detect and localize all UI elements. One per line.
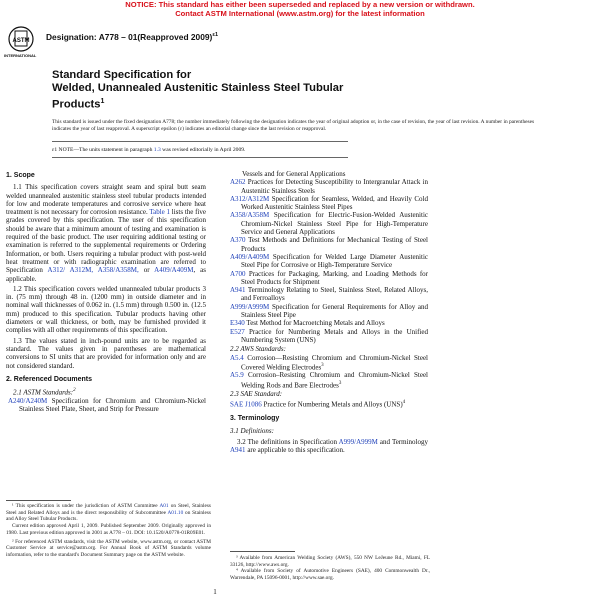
link-a01[interactable]: A01 bbox=[159, 503, 169, 509]
link-a700[interactable]: A700 bbox=[230, 269, 246, 278]
title-line-1: Standard Specification for bbox=[52, 69, 192, 81]
paragraph-1-1: 1.1 This specification covers straight seam and spiral butt seam welded unannealed austenitic stainless steel tubular products intended for low and moderate temperatures and corrosive service where heat treatment is not necessary for corrosion resistance. Table 1 lists the five grades covered by this specification. The user of this specification should be aware that a minimum amount of testing and examination is required of the basic product. The user requiring additional testing or examination is referred to the supplemental requirements or Ordering Information, or both. Users requiring a tubular product with post-weld heat treatment or with radiographic examination are referred to Specification A312/ A312M, A358/A358M, or A409/A409M, as applicable. bbox=[6, 183, 206, 283]
title-line-3: Products$^1$ bbox=[52, 98, 105, 112]
designation-sup: ε1 bbox=[212, 32, 218, 39]
designation bbox=[46, 32, 218, 42]
link-e527[interactable]: E527 bbox=[230, 327, 245, 336]
link-a409-a409m[interactable]: A409/A409M bbox=[230, 252, 270, 261]
footnote-4: ⁴ Available from Society of Automotive Engineers (SAE), 400 Commonwealth Dr., Warrendale, PA 15096-0001, http://www.sae.org. bbox=[230, 568, 430, 582]
svg-text:ASTM: ASTM bbox=[12, 38, 30, 44]
footnotes-left bbox=[6, 503, 211, 559]
logo-text: INTERNATIONAL bbox=[4, 53, 37, 58]
link-sae-j1086[interactable]: SAE J1086 bbox=[230, 400, 262, 408]
footnote-2: ² For referenced ASTM standards, visit the ASTM website, www.astm.org, or contact ASTM Customer Service at service@astm.org. For Annual Book of ASTM Standards volume information, refer to the standard's Document Summary page on the ASTM website. bbox=[6, 538, 211, 558]
scope-heading: 1. Scope bbox=[6, 172, 35, 179]
link-a262[interactable]: A262 bbox=[230, 178, 246, 187]
link-a358-a358m[interactable]: A358/A358M bbox=[230, 211, 270, 220]
link-a01-10[interactable]: A01.10 bbox=[167, 509, 184, 516]
notice-line-1: NOTICE: This standard has either been superseded and replaced by a new version or withdrawn. bbox=[125, 0, 475, 9]
link-a312-a358[interactable]: A312/ A312M, A358/A358M, bbox=[47, 266, 139, 275]
right-column bbox=[230, 170, 428, 454]
aws-reference-list bbox=[230, 354, 428, 390]
refs-item: A409/A409M Specification for Welded Large Diameter Austenitic Steel Pipe for Corrosive or High-Temperature Service bbox=[230, 252, 428, 270]
link-a941[interactable]: A941 bbox=[230, 446, 246, 455]
refs-item: A358/A358M Specification for Electric-Fusion-Welded Austenitic Chromium-Nickel Stainless Steel Pipe for High-Temperature Service and General Applications bbox=[230, 211, 428, 237]
reference-list bbox=[230, 178, 428, 344]
referenced-documents-heading: 2. Referenced Documents bbox=[6, 375, 92, 383]
page-number: 1 bbox=[213, 588, 217, 596]
definitions-label: 3.1 Definitions: bbox=[230, 426, 274, 435]
footnote-rule-left bbox=[6, 500, 71, 501]
astm-logo bbox=[6, 24, 36, 64]
standard-notice: This standard is issued under the fixed designation A778; the number immediately following the designation indicates the year of original adoption or, in the case of revision, the year of last revision. A number in parentheses indicates the year of last reapproval. A superscript epsilon (ε) indicates an editorial change since the last revision or reapproval. bbox=[52, 119, 535, 133]
link-a999[interactable]: A999/A999M bbox=[338, 437, 378, 446]
link-a312-a312m[interactable]: A312/A312M bbox=[230, 194, 270, 203]
document-title bbox=[52, 69, 472, 112]
terminology-heading: 3. Terminology bbox=[230, 415, 280, 423]
designation-text: Designation: A778 – 01(Reapproved 2009) bbox=[46, 32, 213, 42]
footnote-1-edition: Current edition approved April 1, 2009. Published September 2009. Originally approved in 1980. Last previous edition approved in 2001 as A778 – 01. DOI: 10.1520/A0778-01R09E01. bbox=[6, 523, 211, 536]
aws-standards-label: 2.2 AWS Standards: bbox=[230, 345, 286, 354]
ref-continuation: Vessels and for General Applications bbox=[242, 170, 346, 178]
link-a5-9[interactable]: A5.9 bbox=[230, 371, 244, 380]
paragraph-1-2: 1.2 This specification covers welded unannealed tubular products 3 in. (75 mm) through 48 in. (1200 mm) in outside diameter and in nominal wall thicknesses of 0.062 in. (1.5 mm) through 0.500 in. (12.5 mm) produced to this specification. Tubular products having other diameters or wall thickness, or both, may be furnished provided it complies with all other requirements of this specification. bbox=[6, 284, 206, 335]
aws_refs-item: A5.9 Corrosion–Resisting Chromium and Chromium-Nickel Steel Welding Rods and Bare Electrodes$^3$ bbox=[230, 371, 428, 390]
astm-standards-label: 2.1 ASTM Standards:$^2$ bbox=[13, 388, 76, 397]
note-rule-top bbox=[52, 141, 348, 142]
link-a370[interactable]: A370 bbox=[230, 236, 246, 245]
refs-item: A700 Practices for Packaging, Marking, and Loading Methods for Steel Products for Shipment bbox=[230, 269, 428, 286]
refs-item: A312/A312M Specification for Seamless, Welded, and Heavily Cold Worked Austenitic Stainless Steel Pipes bbox=[230, 194, 428, 212]
link-table-1[interactable]: Table 1 bbox=[149, 208, 171, 217]
refs-item: A370 Test Methods and Definitions for Mechanical Testing of Steel Products bbox=[230, 236, 428, 253]
note-link-1-3[interactable]: 1.3 bbox=[153, 147, 161, 153]
editorial-note: ε1 NOTE—The units statement in paragraph 1.3 was revised editorially in April 2009. bbox=[52, 147, 246, 153]
paragraph-3-2: 3.2 The definitions in Specification A999/A999M and Terminology A941 are applicable to this specification. bbox=[230, 437, 428, 455]
link-a941[interactable]: A941 bbox=[230, 286, 246, 295]
refs-item: A999/A999M Specification for General Requirements for Alloy and Stainless Steel Pipe bbox=[230, 302, 428, 320]
title-line-2: Welded, Unannealed Austenitic Stainless Steel Tubular bbox=[52, 82, 344, 95]
link-a240[interactable]: A240/A240M bbox=[8, 396, 48, 405]
title-sup: 1 bbox=[100, 98, 105, 106]
ref-a240: A240/A240M Specification for Chromium and Chromium-Nickel Stainless Steel Plate, Sheet, and Strip for Pressure bbox=[8, 396, 206, 414]
refs-item: A941 Terminology Relating to Steel, Stainless Steel, Related Alloys, and Ferroalloys bbox=[230, 286, 428, 303]
refs-item: E527 Practice for Numbering Metals and Alloys in the Unified Numbering System (UNS) bbox=[230, 327, 428, 344]
link-a999-a999m[interactable]: A999/A999M bbox=[230, 302, 270, 311]
footnote-1: ¹ This specification is under the jurisdiction of ASTM Committee A01 on Steel, Stainless Steel and Related Alloys and is the direct responsibility of Subcommittee A01.10 on Stainless and Alloy Steel Tubular Products. bbox=[6, 503, 211, 523]
footnote-rule-right bbox=[230, 551, 295, 552]
ref-sae-j1086: SAE J1086 Practice for Numbering Metals and Alloys (UNS)$^4$ bbox=[230, 399, 406, 408]
link-a5-4[interactable]: A5.4 bbox=[230, 353, 244, 362]
notice-line-2: Contact ASTM International (www.astm.org) for the latest information bbox=[175, 9, 425, 18]
paragraph-1-3: 1.3 The values stated in inch-pound units are to be regarded as standard. The values given in parentheses are mathematical conversions to SI units that are provided for information only and are not considered standard. bbox=[6, 336, 206, 370]
link-a409[interactable]: A409/A409M bbox=[154, 266, 194, 275]
aws_refs-item: A5.4 Corrosion—Resisting Chromium and Chromium-Nickel Steel Covered Welding Electrodes$^3$ bbox=[230, 353, 428, 372]
left-column bbox=[6, 172, 206, 413]
sae-standard-label: 2.3 SAE Standard: bbox=[230, 390, 283, 399]
footnotes-right bbox=[230, 555, 430, 582]
withdrawal-notice bbox=[0, 0, 600, 18]
footnote-3: ³ Available from American Welding Society (AWS), 550 NW LeJeune Rd., Miami, FL 33126, http://www.aws.org. bbox=[230, 555, 430, 568]
note-rule-bottom bbox=[52, 157, 348, 158]
refs-item: E340 Test Method for Macroetching Metals and Alloys bbox=[230, 319, 385, 328]
link-e340[interactable]: E340 bbox=[230, 319, 245, 328]
refs-item: A262 Practices for Detecting Susceptibility to Intergranular Attack in Austenitic Stainless Steels bbox=[230, 178, 428, 195]
